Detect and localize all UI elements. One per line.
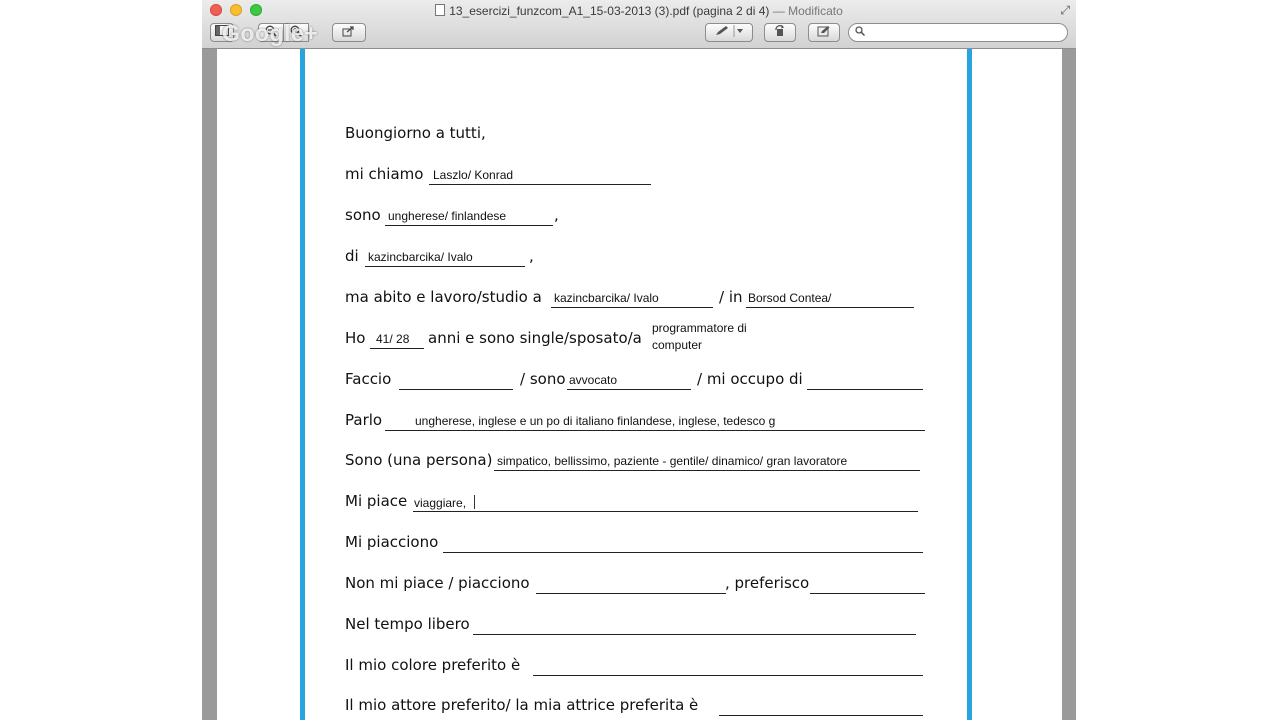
tempo-label: Nel tempo libero [345,615,470,633]
share-button[interactable] [332,23,366,42]
nationality-label: sono [345,206,381,224]
nationality-value[interactable]: ungherese/ finlandese [388,209,507,223]
colore-blank[interactable] [533,654,923,676]
attore-blank[interactable] [719,694,923,716]
residence-line [345,286,832,308]
share-icon [342,25,356,37]
free-time-line [345,613,470,635]
annotate-button[interactable] [705,23,753,42]
sono-value[interactable]: avvocato [569,373,618,387]
region-value[interactable]: Borsod Contea/ [748,291,832,305]
search-field[interactable] [848,23,1068,42]
pen-icon [714,25,744,37]
occupation-line [345,368,803,390]
origin-value[interactable]: kazincbarcika/ Ivalo [368,250,473,264]
sono-label: / sono [520,370,566,388]
greeting-text: Buongiorno a tutti, [345,124,486,142]
age-line [345,321,747,352]
edit-icon [817,25,831,37]
piace-value[interactable]: viaggiare, [414,496,467,510]
preview-window [202,0,1076,720]
rotate-button[interactable] [764,23,796,42]
parlo-value[interactable]: ungherese, inglese e un po di italiano finlandese, inglese, tedesco g [415,414,776,428]
actor-line [345,694,698,716]
pdf-page[interactable] [217,49,1062,720]
residence-separator: / in [719,288,743,306]
persona-label: Sono (una persona) [345,451,493,469]
personality-line [345,449,848,471]
occupo-label: / mi occupo di [697,370,803,388]
piacciono-label: Mi piacciono [345,533,439,551]
window-title-status: — Modificato [772,4,843,18]
nationality-line [345,204,559,226]
search-input[interactable] [867,25,1047,40]
text-cursor [474,495,475,509]
faccio-blank[interactable] [399,368,513,390]
name-line [345,163,514,185]
window-title: 13_esercizi_funzcom_A1_15-03-2013 (3).pdf (pagina 2 di 4) [449,4,770,18]
search-icon [855,26,865,36]
origin-label: di [345,247,359,265]
age-value[interactable]: 41/ 28 [376,332,410,346]
occupo-blank[interactable] [807,368,923,390]
piace-label: Mi piace [345,492,408,510]
preferisco-label: , preferisco [725,574,810,592]
nationality-suffix: , [554,206,559,224]
greeting-line [345,122,486,144]
origin-line [345,245,534,267]
age-prefix: Ho [345,329,366,347]
attore-label: Il mio attore preferito/ la mia attrice preferita è [345,696,699,714]
fullscreen-icon[interactable]: ⤢ [1060,3,1070,17]
faccio-label: Faccio [345,370,392,388]
nonpiace-blank[interactable] [536,572,726,594]
nonpiace-label: Non mi piace / piacciono [345,574,530,592]
google-plus-watermark: Google+ [222,20,319,46]
name-value[interactable]: Laszlo/ Konrad [433,168,514,182]
color-line [345,654,520,676]
city-value[interactable]: kazincbarcika/ Ivalo [554,291,659,305]
name-label: mi chiamo [345,165,424,183]
dislikes-line [345,572,810,594]
tempo-blank[interactable] [473,613,916,635]
piacciono-blank[interactable] [443,531,923,553]
age-label: anni e sono single/sposato/a [428,329,642,347]
likes-plural-line [345,531,438,553]
parlo-label: Parlo [345,411,383,429]
persona-value[interactable]: simpatico, bellissimo, paziente - gentile/ dinamico/ gran lavoratore [497,454,848,468]
preferisco-blank[interactable] [810,572,925,594]
residence-label: ma abito e lavoro/studio a [345,288,542,306]
colore-label: Il mio colore preferito è [345,656,521,674]
job-value-line1[interactable]: programmatore di [652,321,747,335]
languages-line [345,409,776,431]
window-title-area [202,3,1076,19]
rotate-icon [773,25,787,37]
document-icon [435,4,445,16]
likes-line [345,490,467,512]
job-value-line2[interactable]: computer [652,338,703,352]
edit-button[interactable] [808,23,840,42]
origin-suffix: , [529,247,534,265]
piace-blank[interactable] [413,490,918,512]
title-bar [202,0,1076,49]
